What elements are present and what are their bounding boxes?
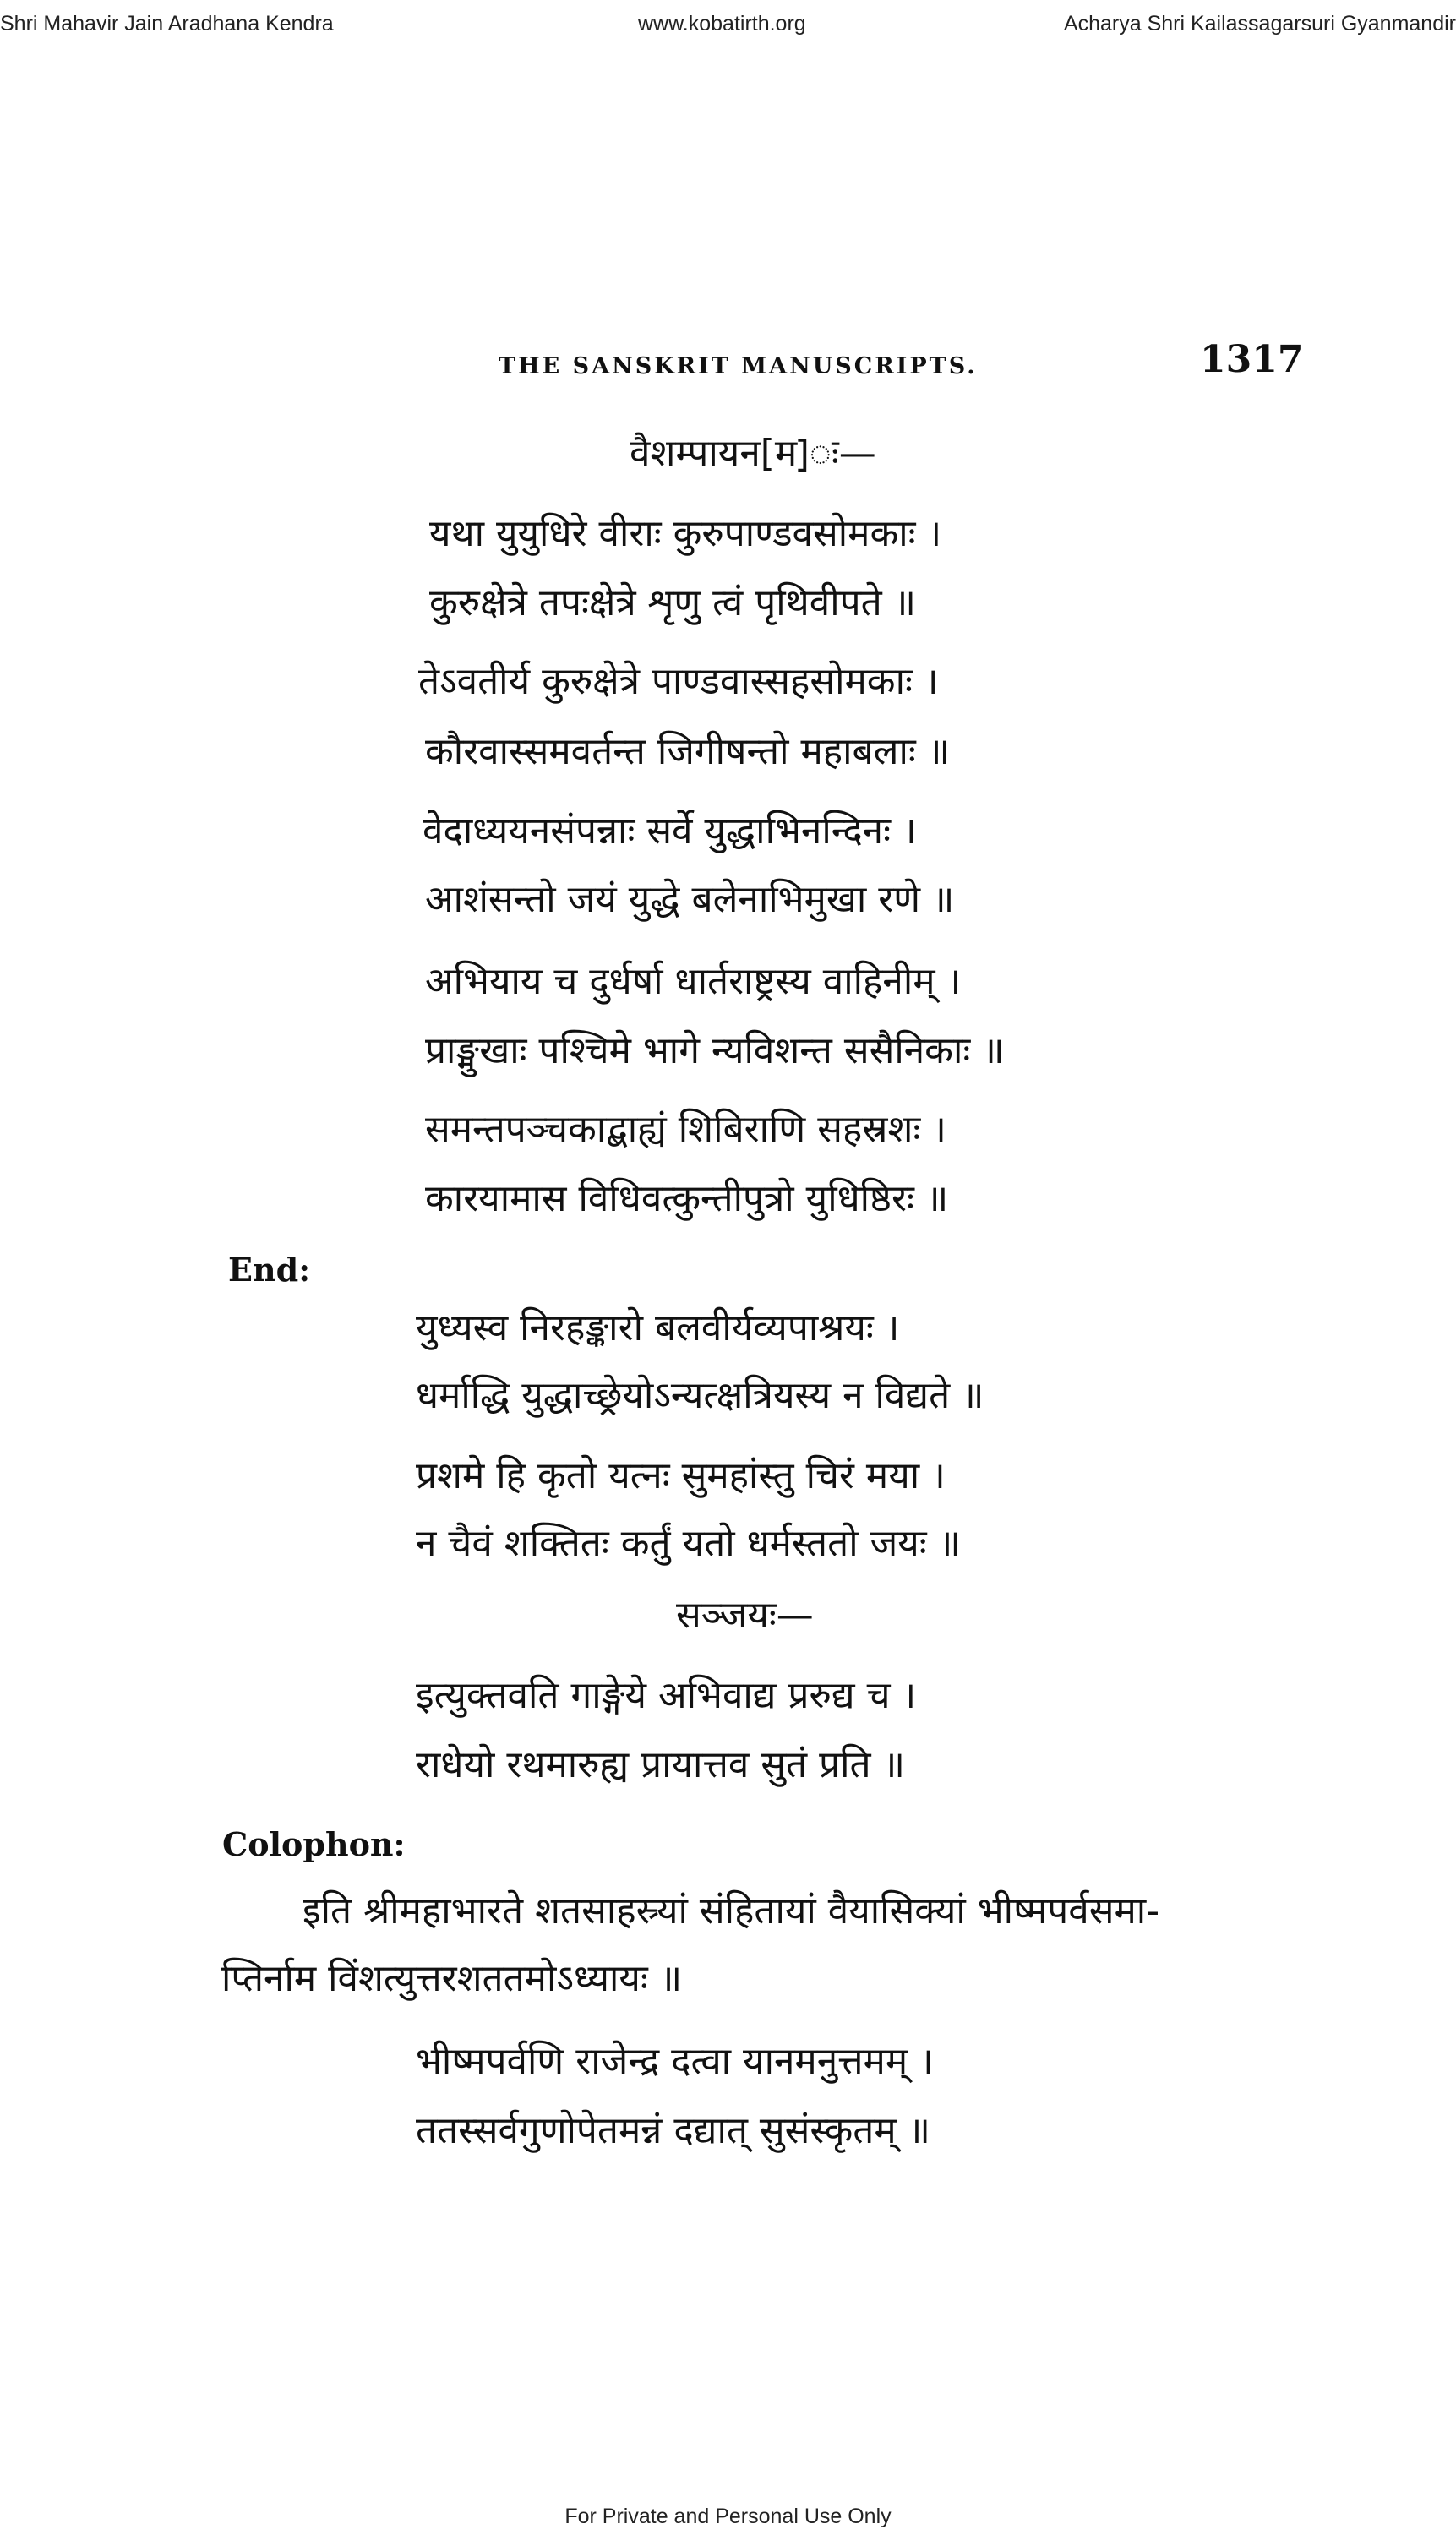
colophon-label: Colophon: (222, 1825, 406, 1863)
colophon-prose-line: प्तिर्नाम विंशत्युत्तरशततमोऽध्यायः ॥ (221, 1957, 683, 2000)
verse-line: कारयामास विधिवत्कुन्तीपुत्रो युधिष्ठिरः ॥ (425, 1177, 949, 1220)
verse-line: तेऽवतीर्य कुरुक्षेत्रे पाण्डवास्सहसोमकाः । (418, 660, 939, 703)
verse-line: कौरवास्समवर्तन्त जिगीषन्तो महाबलाः ॥ (425, 730, 951, 773)
verse-line: ततस्सर्वगुणोपेतमन्नं दद्यात् सुसंस्कृतम् ॥ (416, 2109, 931, 2152)
verse-line: इत्युक्तवति गाङ्गेये अभिवाद्य प्ररुद्य च । (416, 1674, 917, 1717)
page-number: 1317 (1200, 338, 1304, 381)
colophon-prose-line: इति श्रीमहाभारते शतसाहस्र्यां संहितायां वैयासिक्यां भीष्मपर्वसमा- (303, 1889, 1160, 1933)
opening-speaker: वैशम्पायन[म]ः— (630, 432, 876, 475)
verse-line: युध्यस्व निरहङ्कारो बलवीर्यव्यपाश्रयः । (416, 1306, 900, 1349)
header-center-url: www.kobatirth.org (638, 12, 806, 35)
verse-line: प्रशमे हि कृतो यत्नः सुमहांस्तु चिरं मया । (416, 1454, 946, 1497)
end-label: End: (228, 1251, 311, 1289)
verse-line: अभियाय च दुर्धर्षा धार्तराष्ट्रस्य वाहिनीम् । (425, 960, 962, 1003)
verse-line: धर्माद्धि युद्धाच्छ्रेयोऽन्यत्क्षत्रियस्य न विद्यते ॥ (416, 1374, 984, 1417)
verse-line: प्राङ्मुखाः पश्चिमे भागे न्यविशन्त ससैनिकाः ॥ (425, 1029, 1005, 1072)
running-title: THE SANSKRIT MANUSCRIPTS. (499, 353, 978, 379)
verse-line: न चैवं शक्तितः कर्तुं यतो धर्मस्ततो जयः ॥ (416, 1522, 961, 1565)
verse-line: राधेयो रथमारुह्य प्रायात्तव सुतं प्रति ॥ (416, 1743, 905, 1786)
footer-note: For Private and Personal Use Only (564, 2505, 892, 2528)
header-left-text: Shri Mahavir Jain Aradhana Kendra (0, 12, 334, 35)
verse-line: भीष्मपर्वणि राजेन्द्र दत्वा यानमनुत्तमम् । (416, 2040, 934, 2083)
verse-line: वेदाध्ययनसंपन्नाः सर्वे युद्धाभिनन्दिनः । (423, 810, 917, 853)
end-speaker: सञ्जयः— (676, 1594, 814, 1637)
verse-line: समन्तपञ्चकाद्बाह्यं शिबिराणि सहस्रशः । (425, 1108, 946, 1151)
verse-line: कुरुक्षेत्रे तपःक्षेत्रे शृणु त्वं पृथिवीपते ॥ (429, 581, 917, 624)
verse-line: यथा युयुधिरे वीराः कुरुपाण्डवसोमकाः । (429, 512, 942, 555)
verse-line: आशंसन्तो जयं युद्धे बलेनाभिमुखा रणे ॥ (425, 878, 955, 921)
header-right-text: Acharya Shri Kailassagarsuri Gyanmandir (1063, 12, 1456, 35)
